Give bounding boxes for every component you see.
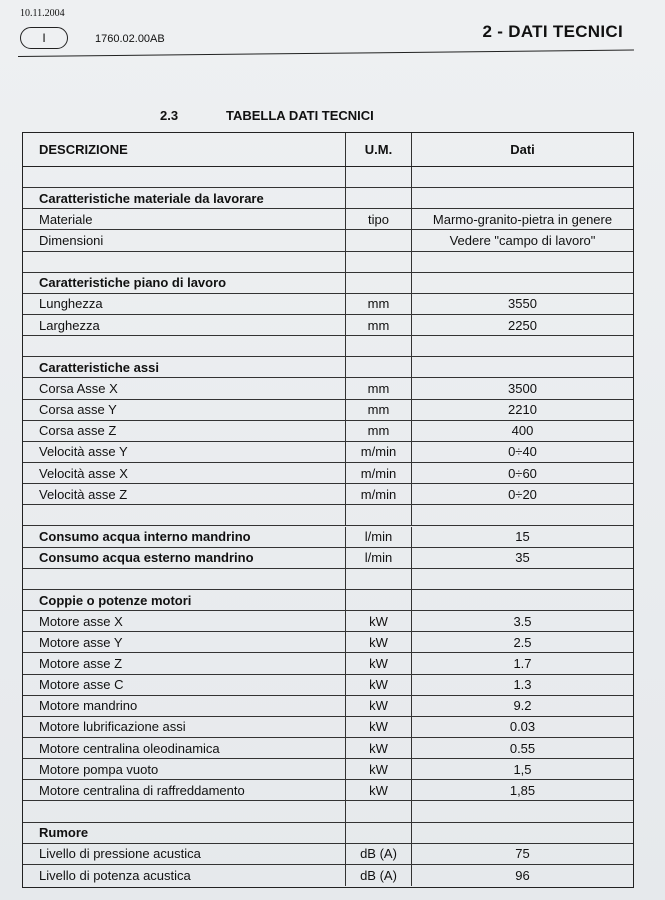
row-value <box>411 252 633 272</box>
row-description: Consumo acqua esterno mandrino <box>39 550 254 566</box>
row-value: 9.2 <box>411 696 633 716</box>
row-unit: kW <box>345 675 411 695</box>
row-unit: kW <box>345 611 411 631</box>
table-row <box>23 717 633 738</box>
table-row <box>23 442 633 463</box>
row-value: 35 <box>411 548 633 568</box>
row-description <box>23 167 345 187</box>
table-row <box>23 611 633 632</box>
row-unit: kW <box>345 632 411 652</box>
row-description: Caratteristiche piano di lavoro <box>39 275 227 291</box>
row-unit: kW <box>345 696 411 716</box>
table-row <box>23 653 633 674</box>
row-description: Corsa asse Y <box>39 402 117 418</box>
row-unit: l/min <box>345 527 411 547</box>
row-value <box>411 590 633 610</box>
row-value <box>411 823 633 843</box>
row-description: Motore asse Y <box>39 634 123 650</box>
row-unit <box>345 167 411 187</box>
row-value: 1.7 <box>411 653 633 673</box>
row-description <box>23 336 345 356</box>
column-header-description: DESCRIZIONE <box>39 142 128 157</box>
row-value: 1,5 <box>411 759 633 779</box>
row-unit: tipo <box>345 209 411 229</box>
table-row <box>23 738 633 759</box>
row-description: Motore asse C <box>39 677 124 693</box>
table-group-row <box>23 357 633 378</box>
row-description: Livello di potenza acustica <box>39 867 191 883</box>
row-value <box>411 188 633 208</box>
row-description <box>23 505 345 525</box>
row-unit: mm <box>345 400 411 420</box>
row-description: Velocità asse X <box>39 465 128 481</box>
row-description: Dimensioni <box>39 233 104 248</box>
table-row <box>23 696 633 717</box>
row-value: 3500 <box>411 378 633 398</box>
table-row <box>23 484 633 505</box>
row-description: Coppie o potenze motori <box>39 592 192 608</box>
row-description: Lunghezza <box>39 296 103 312</box>
language-badge: I <box>20 27 68 49</box>
table-row <box>23 865 633 886</box>
row-value: 2.5 <box>411 632 633 652</box>
row-unit: mm <box>345 315 411 335</box>
row-description: Consumo acqua interno mandrino <box>39 529 251 545</box>
row-unit: mm <box>345 294 411 314</box>
row-description <box>23 252 345 272</box>
row-value: 75 <box>411 844 633 864</box>
table-row <box>23 400 633 421</box>
row-value <box>411 505 633 525</box>
document-code: 1760.02.00AB <box>95 33 165 45</box>
section-title: TABELLA DATI TECNICI <box>226 108 374 123</box>
row-description: Motore mandrino <box>39 698 138 714</box>
row-unit <box>345 801 411 821</box>
row-value <box>411 273 633 293</box>
row-unit <box>345 252 411 272</box>
row-unit <box>345 336 411 356</box>
row-value <box>411 167 633 187</box>
row-value <box>411 569 633 589</box>
table-row <box>23 421 633 442</box>
row-value <box>411 336 633 356</box>
row-unit: kW <box>345 738 411 758</box>
column-header-unit: U.M. <box>345 133 411 166</box>
table-row <box>23 675 633 696</box>
row-value: Vedere "campo di lavoro" <box>411 230 633 250</box>
row-description: Caratteristiche materiale da lavorare <box>39 190 264 206</box>
table-group-row <box>23 188 633 209</box>
row-unit: kW <box>345 653 411 673</box>
table-row <box>23 632 633 653</box>
row-value: 0÷20 <box>411 484 633 504</box>
table-group-row <box>23 823 633 844</box>
row-unit <box>345 505 411 525</box>
row-description: Caratteristiche assi <box>39 359 159 375</box>
row-unit: dB (A) <box>345 844 411 864</box>
row-value: 2250 <box>411 315 633 335</box>
row-unit: mm <box>345 378 411 398</box>
row-value: 0÷60 <box>411 463 633 483</box>
table-spacer-row <box>23 801 633 822</box>
table-header-row <box>23 133 633 167</box>
table-row <box>23 209 633 230</box>
row-unit <box>345 357 411 377</box>
row-unit <box>345 590 411 610</box>
row-unit <box>345 188 411 208</box>
table-spacer-row <box>23 167 633 188</box>
table-row <box>23 844 633 865</box>
row-description: Corsa asse Z <box>39 423 117 439</box>
row-value: 0÷40 <box>411 442 633 462</box>
row-unit: kW <box>345 717 411 737</box>
technical-data-table <box>22 132 634 888</box>
table-group-row <box>23 590 633 611</box>
row-description <box>23 569 345 589</box>
row-value: 0.55 <box>411 738 633 758</box>
row-unit: kW <box>345 780 411 800</box>
row-unit <box>345 273 411 293</box>
header-divider <box>18 50 634 57</box>
row-description: Rumore <box>39 825 89 841</box>
row-description: Livello di pressione acustica <box>39 846 201 862</box>
row-description: Motore asse Z <box>39 655 123 671</box>
section-number: 2.3 <box>160 108 179 123</box>
row-description: Motore centralina di raffreddamento <box>39 782 245 798</box>
row-unit: m/min <box>345 484 411 504</box>
document-date: 10.11.2004 <box>20 8 65 19</box>
row-description: Corsa Asse X <box>39 381 118 397</box>
row-unit: m/min <box>345 463 411 483</box>
row-description: Velocità asse Z <box>39 486 128 502</box>
row-unit <box>345 569 411 589</box>
row-value: 3550 <box>411 294 633 314</box>
row-unit: dB (A) <box>345 865 411 886</box>
row-description: Motore lubrificazione assi <box>39 719 186 735</box>
table-row <box>23 463 633 484</box>
row-unit: m/min <box>345 442 411 462</box>
row-description: Materiale <box>39 211 93 227</box>
row-unit: mm <box>345 421 411 441</box>
row-value: 1.3 <box>411 675 633 695</box>
table-row <box>23 294 633 315</box>
table-row <box>23 548 633 569</box>
table-row <box>23 527 633 548</box>
row-unit: kW <box>345 759 411 779</box>
chapter-title: 2 - DATI TECNICI <box>482 22 623 41</box>
row-value: 15 <box>411 527 633 547</box>
row-description: Velocità asse Y <box>39 444 128 460</box>
column-header-data: Dati <box>411 133 633 166</box>
table-row <box>23 230 633 251</box>
table-spacer-row <box>23 505 633 526</box>
row-value: 96 <box>411 865 633 886</box>
row-description: Larghezza <box>39 317 100 333</box>
row-value: Marmo-granito-pietra in genere <box>411 209 633 229</box>
row-description <box>23 801 345 821</box>
row-description: Motore pompa vuoto <box>39 761 159 777</box>
row-value: 2210 <box>411 400 633 420</box>
table-group-row <box>23 273 633 294</box>
row-value: 1,85 <box>411 780 633 800</box>
row-description: Motore asse X <box>39 613 123 629</box>
table-spacer-row <box>23 569 633 590</box>
row-unit: l/min <box>345 548 411 568</box>
table-row <box>23 780 633 801</box>
table-row <box>23 759 633 780</box>
row-value <box>411 801 633 821</box>
table-spacer-row <box>23 252 633 273</box>
table-row <box>23 315 633 336</box>
row-unit <box>345 823 411 843</box>
row-value: 0.03 <box>411 717 633 737</box>
row-description: Motore centralina oleodinamica <box>39 740 220 756</box>
row-value: 400 <box>411 421 633 441</box>
table-row <box>23 378 633 399</box>
row-unit <box>345 230 411 250</box>
row-value: 3.5 <box>411 611 633 631</box>
row-value <box>411 357 633 377</box>
table-spacer-row <box>23 336 633 357</box>
